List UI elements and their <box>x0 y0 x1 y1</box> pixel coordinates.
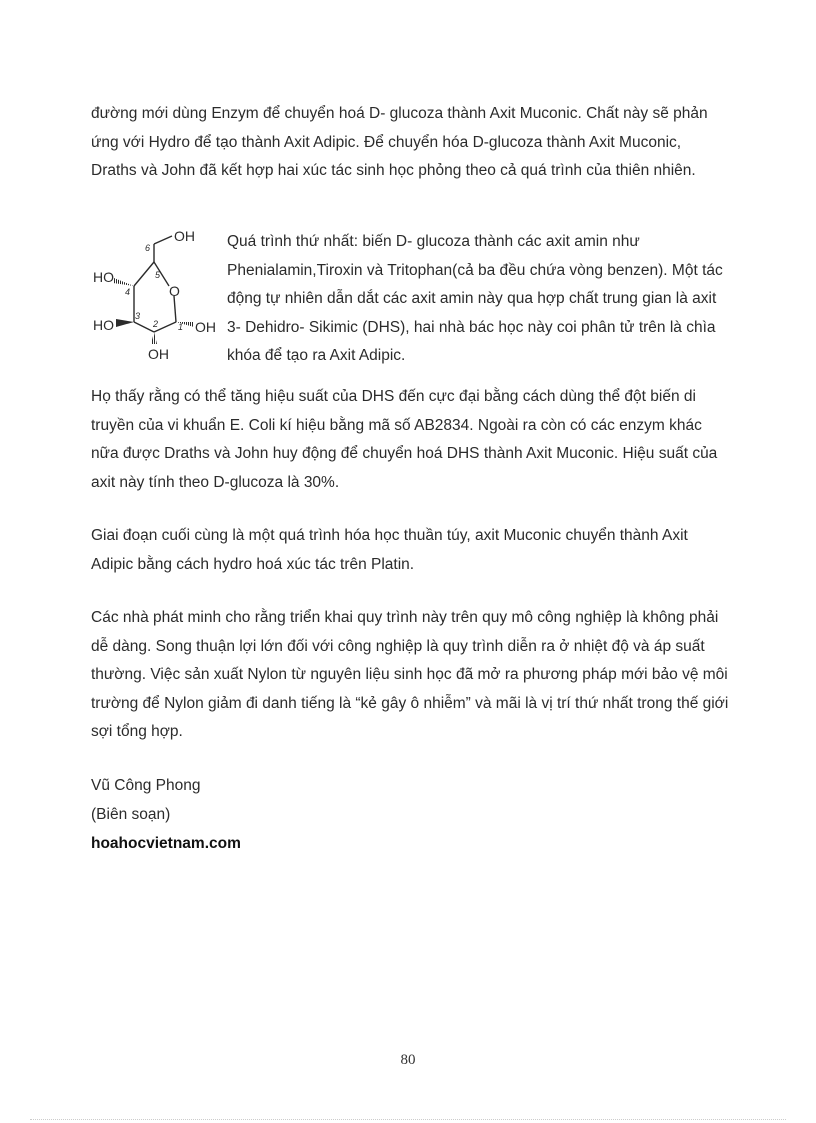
paragraph-3: Họ thấy rằng có thể tăng hiệu suất của DHS đến cực đại bằng cách dùng thể đột biến di truyền của vi khuẩn E. Coli kí hiệu bằng mã số AB2834. Ngoài ra còn có các enzym khác nữa được Draths và John huy động để chuyển hoá DHS thành Axit Muconic. Hiệu suất của axit này tính theo D-glucoza là 30%. <box>91 388 718 491</box>
page-number: 80 <box>400 1052 416 1068</box>
paragraph-1: đường mới dùng Enzym để chuyển hoá D- glucoza thành Axit Muconic. Chất này sẽ phản ứng với Hydro để tạo thành Axit Adipic. Để chuyển hóa D-glucoza thành Axit Muconic, Draths và John đã kết hợp hai xúc tác sinh học phỏng theo cả quá trình của thiên nhiên. <box>91 105 708 179</box>
author-role: (Biên soạn) <box>91 806 171 823</box>
carbon-number-6: 6 <box>145 243 151 253</box>
label-ho-c4: HO <box>93 269 114 285</box>
author-name: Vũ Công Phong <box>91 777 201 794</box>
label-ho-c3: HO <box>93 317 114 333</box>
label-oh-c1: OH <box>195 319 216 335</box>
glucose-structure-diagram <box>92 226 222 366</box>
carbon-number-3: 3 <box>135 311 141 321</box>
carbon-number-2: 2 <box>153 319 159 329</box>
label-ring-oxygen: O <box>169 283 180 299</box>
label-oh-c6: OH <box>174 228 195 244</box>
paragraph-5: Các nhà phát minh cho rằng triển khai quy trình này trên quy mô công nghiệp là không phải dễ dàng. Song thuận lợi lớn đối với công nghiệp là quy trình diễn ra ở nhiệt độ và áp suất thường. Việc sản xuất Nylon từ nguyên liệu sinh học đã mở ra phương pháp mới bảo vệ môi trường để Nylon giảm đi danh tiếng là “kẻ gây ô nhiễm” và mãi là vị trí thứ nhất trong thế giới sợi tổng hợp. <box>91 609 729 740</box>
carbon-number-5: 5 <box>155 270 161 280</box>
wedge-bond <box>116 319 134 327</box>
page-bottom-divider <box>30 1119 786 1120</box>
carbon-number-4: 4 <box>125 287 131 297</box>
carbon-number-1: 1 <box>178 322 184 332</box>
label-oh-c2: OH <box>148 346 169 362</box>
hashed-bond <box>113 278 134 286</box>
website-link[interactable]: hoahocvietnam.com <box>91 835 241 852</box>
paragraph-4: Giai đoạn cuối cùng là một quá trình hóa học thuần túy, axit Muconic chuyển thành Axit Adipic bằng cách hydro hoá xúc tác trên Platin. <box>91 527 688 573</box>
paragraph-2: Quá trình thứ nhất: biến D- glucoza thành các axit amin như Phenialamin,Tiroxin và Tritophan(cả ba đều chứa vòng benzen). Một tác động tự nhiên dẫn dắt các axit amin này qua hợp chất trung gian là axit 3- Dehidro- Sikimic (DHS), hai nhà bác học này coi phân tử trên là chìa khóa để tạo ra Axit Adipic. <box>227 233 723 364</box>
hashed-bond <box>151 332 157 344</box>
